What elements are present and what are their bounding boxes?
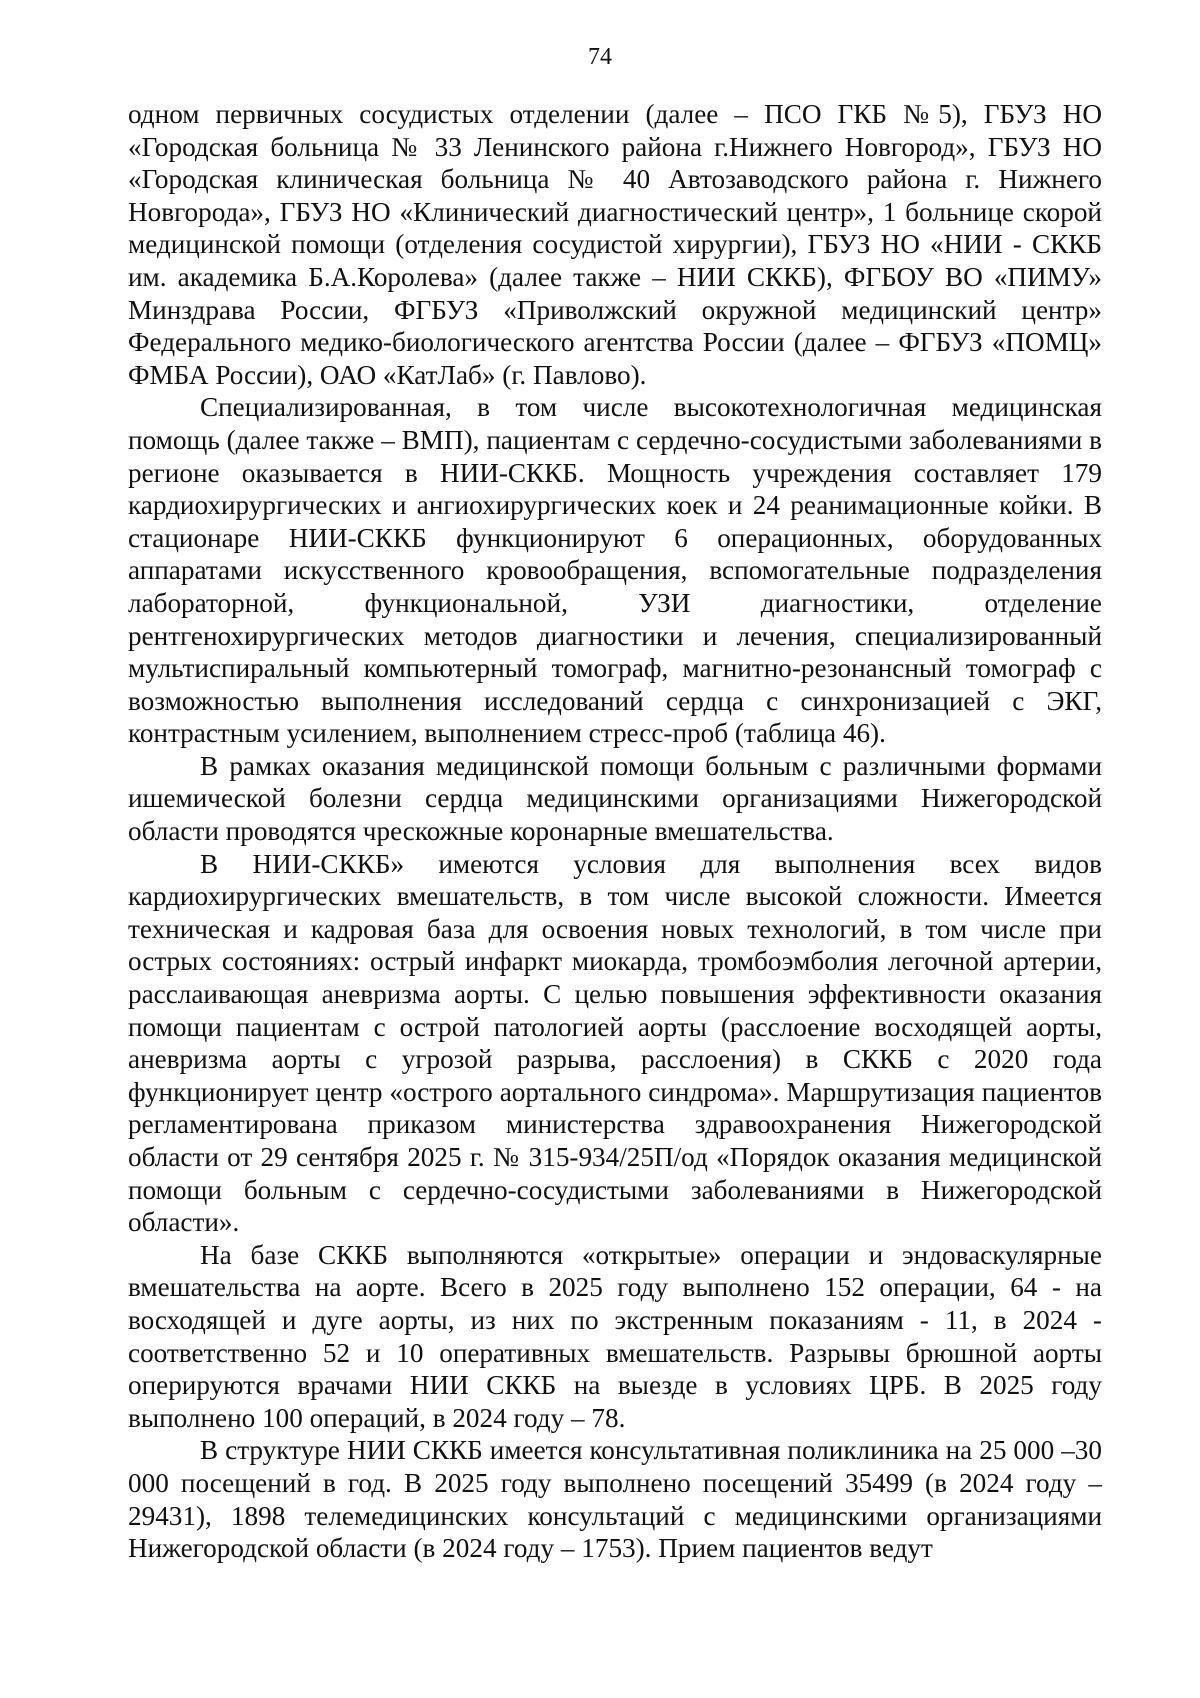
paragraph-aortic-operations: На базе СККБ выполняются «открытые» операции и эндоваскулярные вмешательства на аорте. Всего в 2025 году выполнено 152 операции, 64 - на восходящей и дуге аорты, из них по экстренным показаниям - 11, в 2024 - соответственно 52 и 10 оперативных вмешательств. Разрывы брюшной аорты оперируются врачами НИИ СККБ на выезде в условиях ЦРБ. В 2025 году выполнено 100 операций, в 2024 году – 78. <box>128 1239 1102 1433</box>
paragraph-cardiac-surgery-conditions: В НИИ-СККБ» имеются условия для выполнения всех видов кардиохирургических вмешательств, в том числе высокой сложности. Имеется техническая и кадровая база для освоения новых технологий, в том числе при острых состояниях: острый инфаркт миокарда, тромбоэмболия легочной артерии, расслаивающая аневризма аорты. С целью повышения эффективности оказания помощи пациентам с острой патологией аорты (расслоение восходящей аорты, аневризма аорты с угрозой разрыва, расслоения) в СККБ с 2020 года функционирует центр «острого аортального синдрома». Маршрутизация пациентов регламентирована приказом министерства здравоохранения Нижегородской области от 29 сентября 2025 г. № 315-934/25П/од «Порядок оказания медицинской помощи больным с сердечно-сосудистыми заболеваниями в Нижегородской области». <box>128 848 1102 1238</box>
paragraph-coronary-interventions: В рамках оказания медицинской помощи больным с различными формами ишемической болезни сердца медицинскими организациями Нижегородской области проводятся чрескожные коронарные вмешательства. <box>128 750 1102 847</box>
paragraph-specialized-care: Специализированная, в том числе высокотехнологичная медицинская помощь (далее также – ВМП), пациентам с сердечно-сосудистыми заболеваниями в регионе оказывается в НИИ-СККБ. Мощность учреждения составляет 179 кардиохирургических и ангиохирургических коек и 24 реанимационные койки. В стационаре НИИ-СККБ функционируют 6 операционных, оборудованных аппаратами искусственного кровообращения, вспомогательные подразделения лабораторной, функциональной, УЗИ диагностики, отделение рентгенохирургических методов диагностики и лечения, специализированный мультиспиральный компьютерный томограф, магнитно-резонансный томограф с возможностью выполнения исследований сердца с синхронизацией с ЭКГ, контрастным усилением, выполнением стресс-проб (таблица 46). <box>128 392 1102 749</box>
page-number: 74 <box>588 44 612 70</box>
document-body <box>128 98 1102 1565</box>
paragraph-consultative-clinic: В структуре НИИ СККБ имеется консультативная поликлиника на 25 000 –30 000 посещений в год. В 2025 году выполнено посещений 35499 (в 2024 году – 29431), 1898 телемедицинских консультаций с медицинскими организациями Нижегородской области (в 2024 году – 1753). Прием пациентов ведут <box>128 1435 1102 1564</box>
paragraph-continuation: одном первичных сосудистых отделении (далее – ПСО ГКБ №5), ГБУЗ НО «Городская больница № 33 Ленинского района г.Нижнего Новгород», ГБУЗ НО «Городская клиническая больница № 40 Автозаводского района г. Нижнего Новгорода», ГБУЗ НО «Клинический диагностический центр», 1 больнице скорой медицинской помощи (отделения сосудистой хирургии), ГБУЗ НО «НИИ - СККБ им. академика Б.А.Королева» (далее также – НИИ СККБ), ФГБОУ ВО «ПИМУ» Минздрава России, ФГБУЗ «Приволжский окружной медицинский центр» Федерального медико-биологического агентства России (далее – ФГБУЗ «ПОМЦ» ФМБА России), ОАО «КатЛаб» (г. Павлово). <box>128 99 1102 390</box>
